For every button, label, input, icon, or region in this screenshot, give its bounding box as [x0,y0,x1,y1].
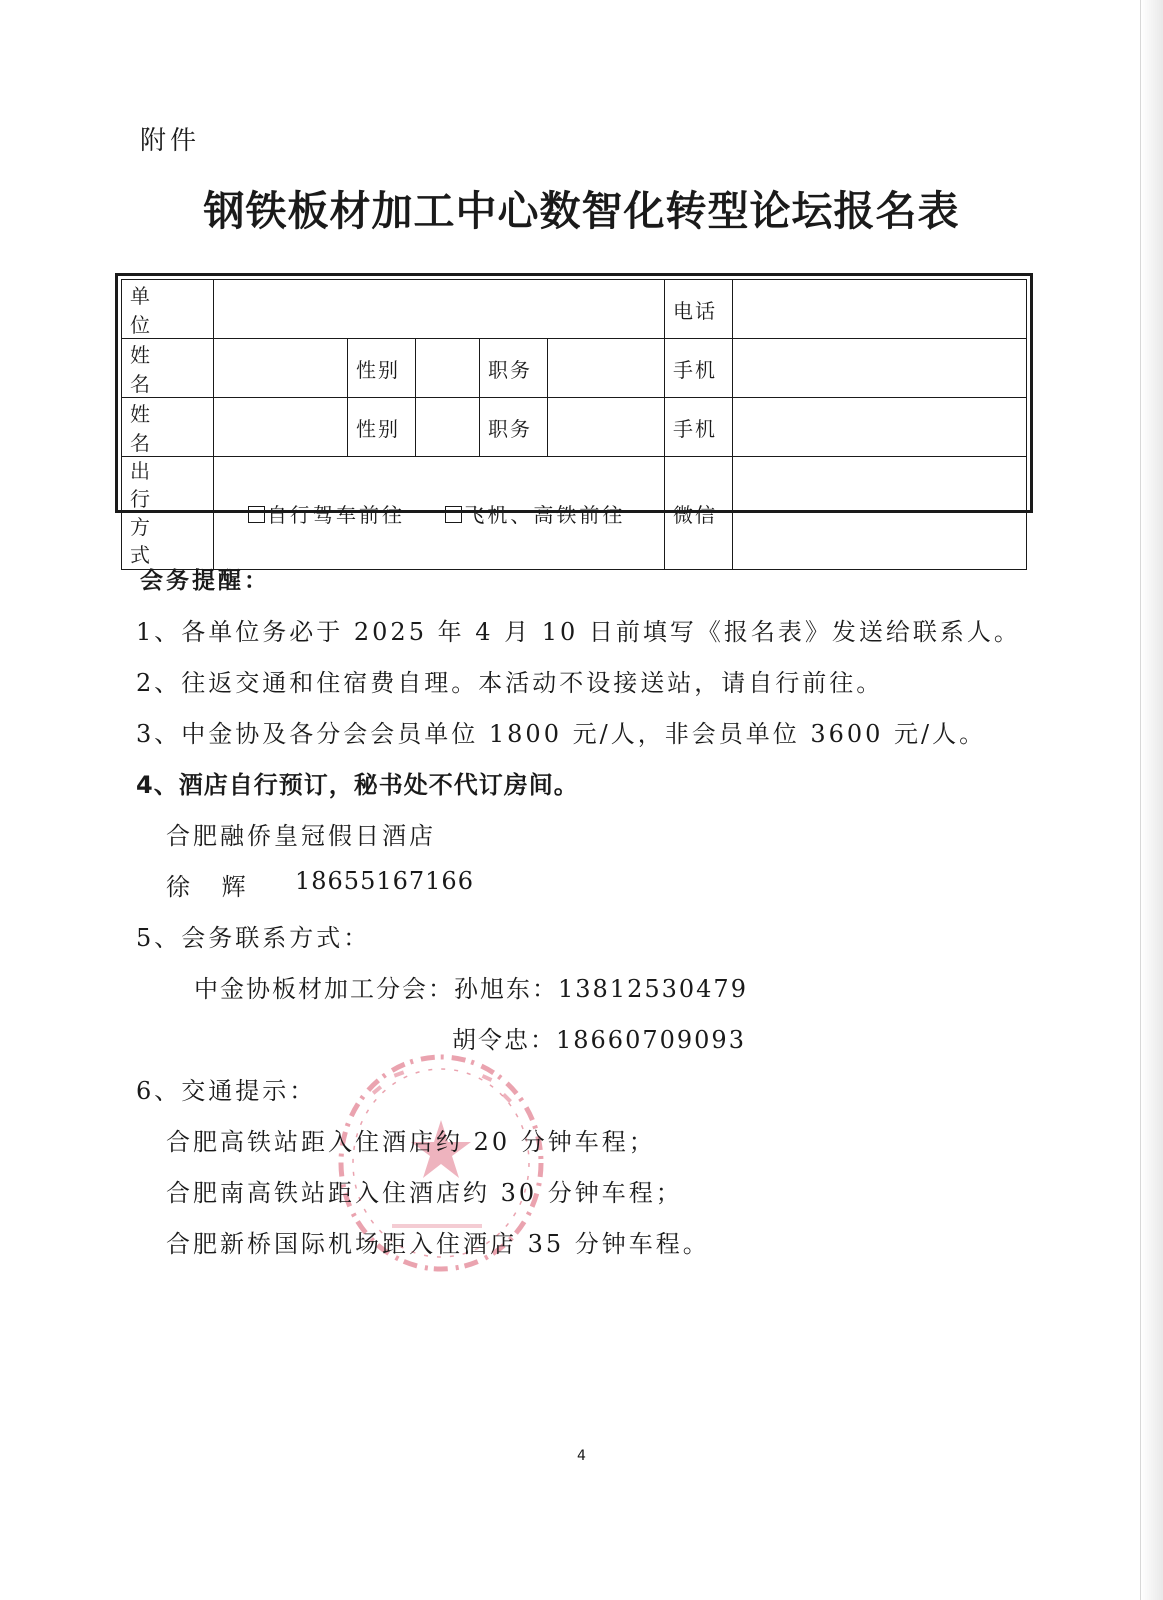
note-item-5: 5、会务联系方式： [136,924,371,952]
mobile-label: 手机 [665,339,733,398]
note-item-3: 3、中金协及各分会会员单位 1800 元/人，非会员单位 3600 元/人。 [136,720,987,748]
gender-label: 性别 [348,339,416,398]
registration-form [115,273,1033,567]
unit-field[interactable] [214,280,665,339]
traffic-tip-2: 合肥南高铁站距入住酒店约 30 分钟车程； [166,1179,683,1207]
page-title: 钢铁板材加工中心数智化转型论坛报名表 [203,187,960,235]
attachment-label: 附件 [140,126,201,156]
wechat-field[interactable] [733,457,1027,570]
travel-mode-label [122,457,214,570]
hotel-contact-phone: 18655167166 [295,867,474,895]
checkbox-self-drive[interactable] [248,506,265,523]
unit-label: 单 位 [122,280,214,339]
option-self-drive[interactable] [248,499,405,528]
option-self-drive-label: 自行驾车前往 [267,502,405,527]
traffic-tip-3: 合肥新桥国际机场距入住酒店 35 分钟车程。 [166,1230,710,1258]
notes-heading: 会务提醒： [140,568,270,594]
contact-person-1: 中金协板材加工分会：孙旭东：13812530479 [194,975,748,1003]
page-number: 4 [577,1448,586,1464]
table-row-travel [122,457,1027,570]
gender-field[interactable] [416,398,480,457]
mobile-field[interactable] [733,339,1027,398]
note-item-4: 4、酒店自行预订，秘书处不代订房间。 [136,771,579,799]
note-item-2: 2、往返交通和住宿费自理。本活动不设接送站，请自行前往。 [136,669,884,697]
wechat-label: 微信 [665,457,733,570]
hotel-contact-name: 徐 辉 [166,873,258,901]
contact-person-2: 胡令忠：18660709093 [452,1026,746,1054]
option-plane-train[interactable] [445,499,625,528]
travel-options [214,457,665,570]
gender-label: 性别 [348,398,416,457]
table-row-person-1 [122,339,1027,398]
page-edge-shadow [1141,0,1163,1600]
note-item-6: 6、交通提示： [136,1077,317,1105]
name-label: 姓 名 [122,339,214,398]
position-field[interactable] [548,339,665,398]
name-field[interactable] [214,339,348,398]
phone-label: 电话 [665,280,733,339]
mobile-label: 手机 [665,398,733,457]
phone-field[interactable] [733,280,1027,339]
traffic-tip-1: 合肥高铁站距入住酒店约 20 分钟车程； [166,1128,656,1156]
registration-table [121,279,1027,570]
checkbox-plane-train[interactable] [445,506,462,523]
option-plane-train-label: 飞机、高铁前往 [464,502,626,527]
hotel-name: 合肥融侨皇冠假日酒店 [166,822,436,850]
position-label: 职务 [480,398,548,457]
name-field[interactable] [214,398,348,457]
position-label: 职务 [480,339,548,398]
mobile-field[interactable] [733,398,1027,457]
gender-field[interactable] [416,339,480,398]
table-row-unit [122,280,1027,339]
note-item-1: 1、各单位务必于 2025 年 4 月 10 日前填写《报名表》发送给联系人。 [136,618,1021,646]
position-field[interactable] [548,398,665,457]
table-row-person-2 [122,398,1027,457]
name-label: 姓 名 [122,398,214,457]
travel-label-line1: 出 行 [130,459,176,511]
travel-label-line2: 方 式 [130,515,176,567]
